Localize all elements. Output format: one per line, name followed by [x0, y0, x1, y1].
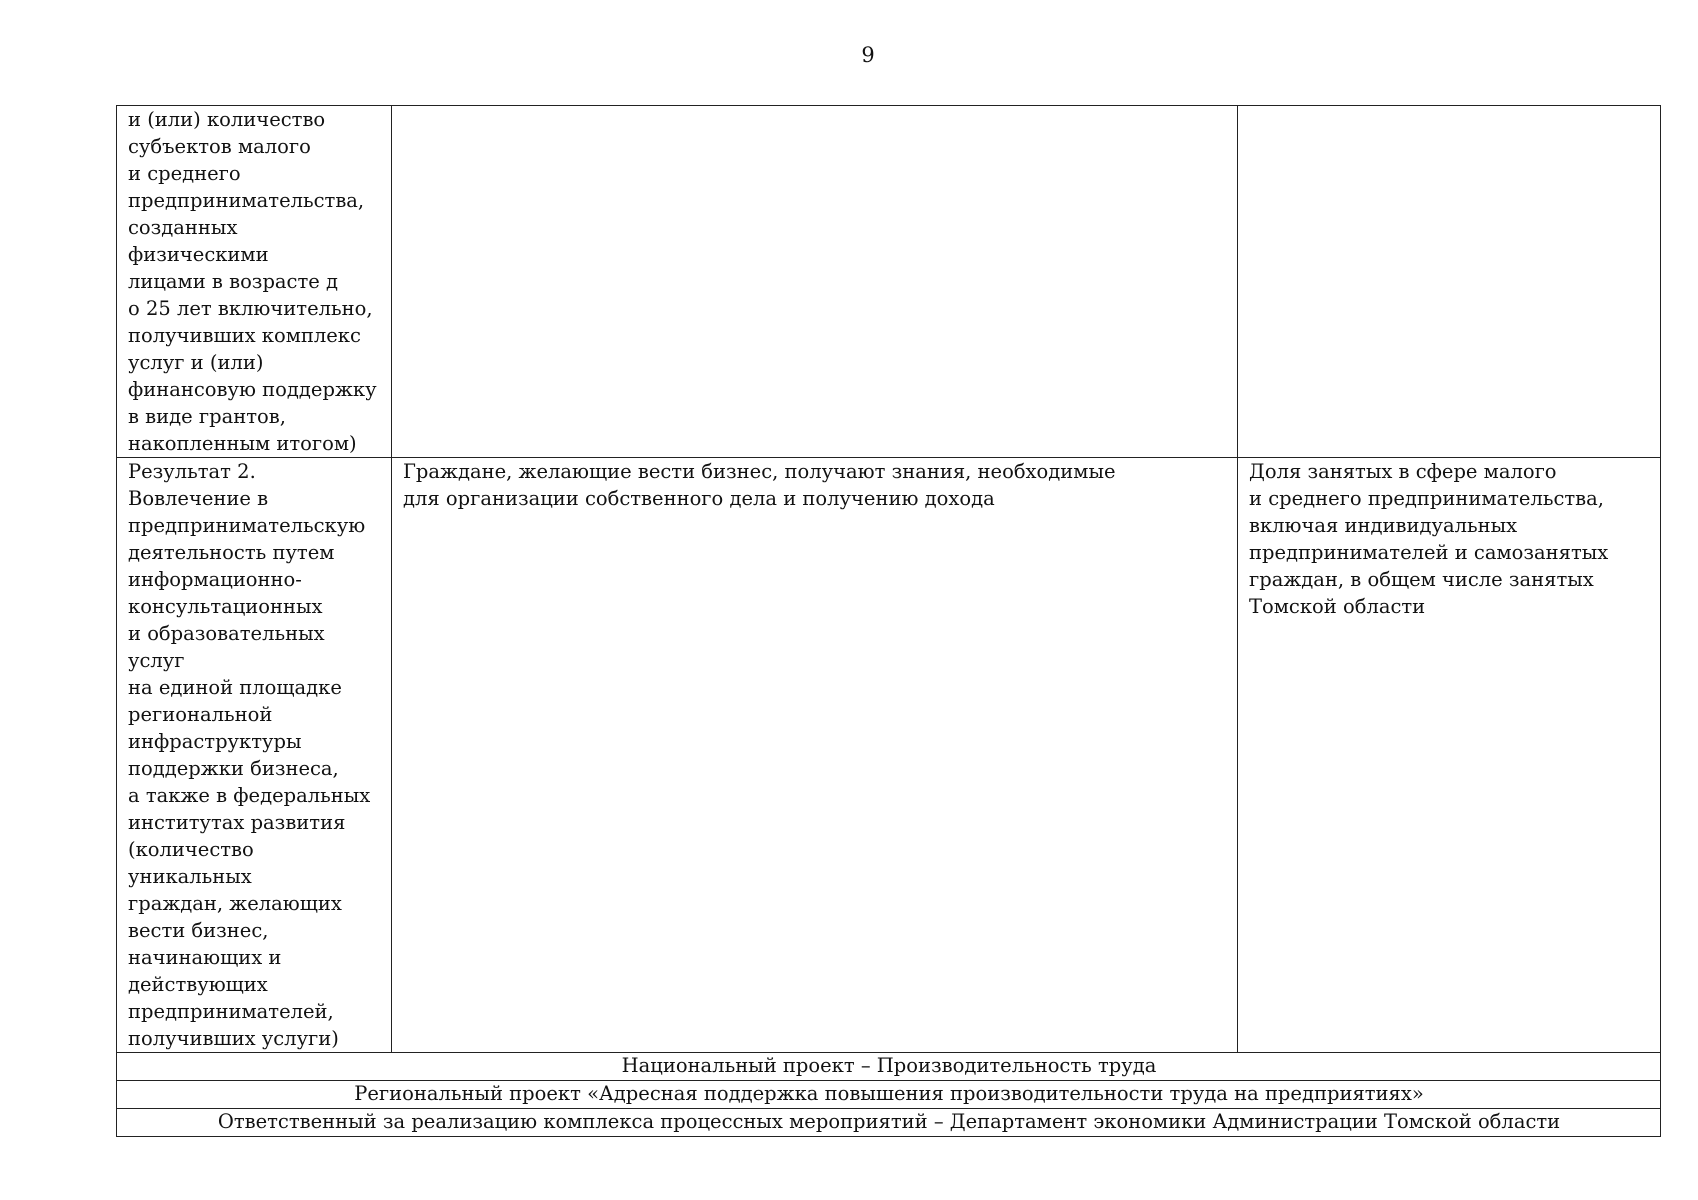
national-project-banner: Национальный проект – Производительность труда	[117, 1053, 1661, 1081]
table-row	[117, 1081, 1661, 1109]
table-row	[117, 106, 1661, 458]
result-description-cell: Результат 2. Вовлечение в предпринимательскую деятельность путем информационно- консультационных и образовательных услуг на единой площадке региональной инфраструктуры поддержки бизнеса, а также в федеральных институтах развития (количество уникальных граждан, желающих вести бизнес, начинающих и действующих предпринимателей, получивших услуги)	[117, 458, 392, 1053]
responsible-department-banner: Ответственный за реализацию комплекса процессных мероприятий – Департамент экономики Администрации Томской области	[117, 1109, 1661, 1137]
effect-description-cell: Граждане, желающие вести бизнес, получают знания, необходимые для организации собственного дела и получению дохода	[392, 458, 1238, 1053]
result-description-cell: и (или) количество субъектов малого и среднего предпринимательства, созданных физическими лицами в возрасте д о 25 лет включительно, получивших комплекс услуг и (или) финансовую поддержку в виде грантов, накопленным итогом)	[117, 106, 392, 458]
table-row	[117, 1053, 1661, 1081]
page-number: 9	[861, 43, 875, 67]
results-table	[116, 105, 1661, 1137]
effect-description-cell	[392, 106, 1238, 458]
table-row	[117, 1109, 1661, 1137]
regional-project-banner: Региональный проект «Адресная поддержка повышения производительности труда на предприятиях»	[117, 1081, 1661, 1109]
table-row	[117, 458, 1661, 1053]
indicator-cell	[1238, 106, 1661, 458]
indicator-cell: Доля занятых в сфере малого и среднего предпринимательства, включая индивидуальных предпринимателей и самозанятых граждан, в общем числе занятых Томской области	[1238, 458, 1661, 1053]
